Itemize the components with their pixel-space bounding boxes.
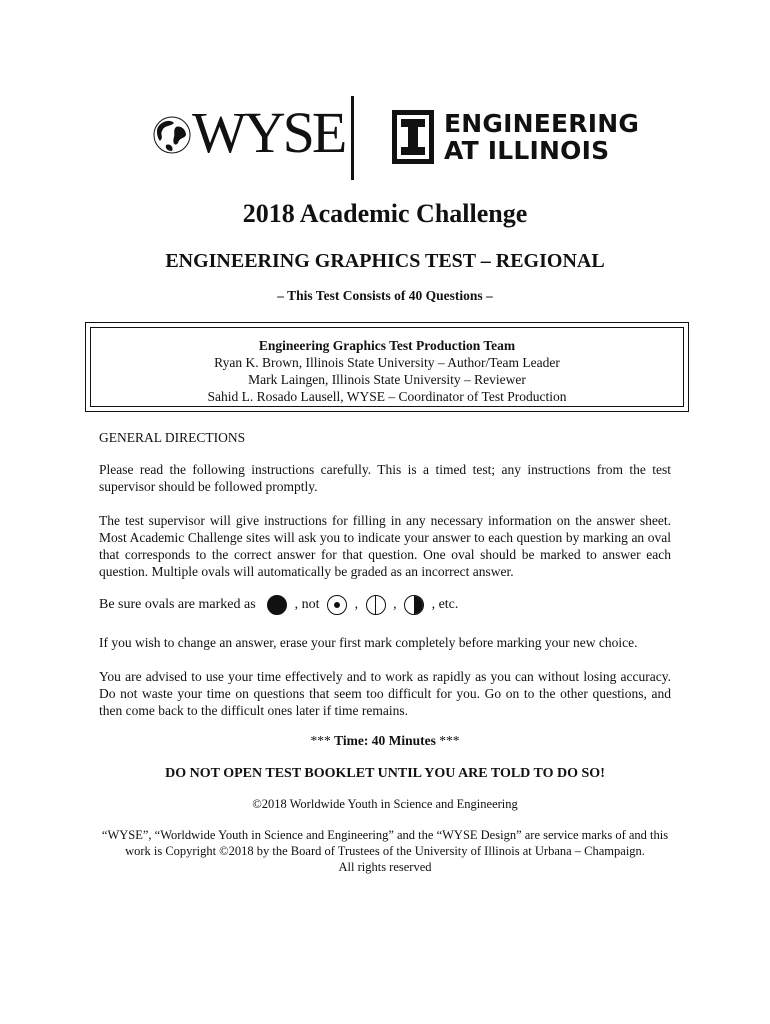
service-marks-notice bbox=[0, 827, 770, 875]
team-member: Sahid L. Rosado Lausell, WYSE – Coordinator of Test Production bbox=[207, 389, 567, 404]
globe-icon bbox=[150, 113, 194, 157]
oval-separator: , bbox=[354, 597, 359, 613]
production-team-box bbox=[85, 322, 689, 412]
copyright-notice: ©2018 Worldwide Youth in Science and Engineering bbox=[252, 797, 518, 811]
directions-paragraph: The test supervisor will give instructions for filling in any necessary information on the answer sheet. Most Academic Challenge sites will ask you to indicate your answer to each question by marking an oval that corresponds to the correct answer for that question. One oval should be marked to answer each question. Multiple ovals will automatically be graded as an incorrect answer. bbox=[99, 513, 671, 579]
directions-paragraph: Please read the following instructions carefully. This is a timed test; any instructions from the test supervisor should be followed promptly. bbox=[99, 462, 671, 494]
slashed-oval-icon bbox=[366, 595, 386, 615]
service-marks-text: “WYSE”, “Worldwide Youth in Science and Engineering” and the “WYSE Design” are service marks of and this work is Copyright ©2018 by the Board of Trustees of the University of Illinois at Urbana – Champaign. bbox=[101, 828, 669, 858]
oval-etc-text: , etc. bbox=[431, 597, 459, 613]
page-title: 2018 Academic Challenge bbox=[242, 199, 528, 228]
do-not-open-warning: DO NOT OPEN TEST BOOKLET UNTIL YOU ARE TOLD TO DO SO! bbox=[165, 766, 605, 781]
team-member: Ryan K. Brown, Illinois State University – Author/Team Leader bbox=[214, 355, 560, 370]
question-count: – This Test Consists of 40 Questions – bbox=[277, 288, 493, 303]
rights-reserved: All rights reserved bbox=[338, 860, 432, 874]
logo-divider bbox=[351, 96, 354, 180]
production-team-heading: Engineering Graphics Test Production Team bbox=[258, 338, 516, 353]
oval-lead-text: Be sure ovals are marked as bbox=[99, 597, 256, 613]
directions-paragraph: If you wish to change an answer, erase your first mark completely before marking your new choice. bbox=[99, 635, 638, 650]
test-subtitle: ENGINEERING GRAPHICS TEST – REGIONAL bbox=[165, 250, 605, 272]
time-stars-right: *** bbox=[439, 733, 460, 748]
dotted-oval-icon bbox=[327, 595, 347, 615]
directions-paragraph: You are advised to use your time effectively and to work as rapidly as you can without losing accuracy. Do not waste your time on questions that seem too difficult for you. Go on to the other questions, and then come back to the difficult ones later if time remains. bbox=[99, 669, 671, 718]
time-limit bbox=[0, 733, 770, 749]
oval-not-text: , not bbox=[294, 597, 320, 613]
engineering-wordmark-line2: AT ILLINOIS bbox=[444, 136, 610, 165]
production-team-inner bbox=[90, 327, 684, 407]
oval-instructions bbox=[99, 595, 671, 615]
team-member: Mark Laingen, Illinois State University – Reviewer bbox=[248, 372, 526, 387]
half-filled-oval-icon bbox=[404, 595, 424, 615]
engineering-at-illinois-wordmark bbox=[444, 110, 639, 164]
directions-heading: GENERAL DIRECTIONS bbox=[99, 430, 246, 445]
wyse-logo bbox=[150, 100, 345, 166]
illinois-block-i-icon bbox=[392, 110, 434, 164]
time-stars-left: *** bbox=[310, 733, 331, 748]
wyse-wordmark: WYSE bbox=[192, 100, 345, 165]
engineering-wordmark-line1: ENGINEERING bbox=[444, 109, 640, 138]
oval-separator: , bbox=[393, 597, 397, 613]
time-label: Time: 40 Minutes bbox=[334, 733, 436, 748]
filled-oval-icon bbox=[267, 595, 287, 615]
